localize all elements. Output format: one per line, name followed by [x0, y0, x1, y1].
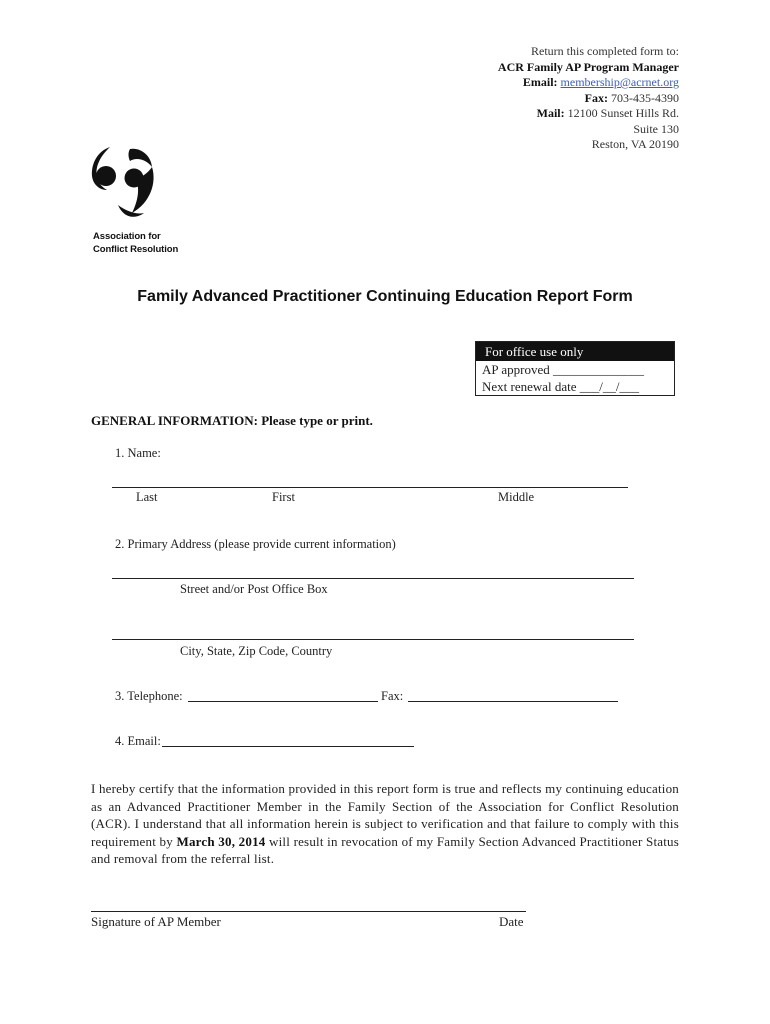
office-renewal-date: Next renewal date ___/__/___ — [482, 379, 640, 394]
return-mail-city: Reston, VA 20190 — [591, 137, 679, 151]
return-mail-street: 12100 Sunset Hills Rd. — [567, 106, 679, 120]
page-title: Family Advanced Practitioner Continuing Education Report Form — [137, 288, 633, 305]
return-email-link[interactable]: membership@acrnet.org — [560, 75, 679, 89]
name-input-line[interactable] — [112, 487, 628, 488]
name-label: 1. Name: — [115, 446, 161, 460]
city-label: City, State, Zip Code, Country — [180, 644, 333, 658]
office-use-header: For office use only — [476, 342, 674, 361]
address-label: 2. Primary Address (please provide current information) — [115, 537, 396, 551]
signature-label: Signature of AP Member — [91, 914, 221, 929]
office-use-box — [475, 341, 675, 396]
fax-input-line[interactable] — [408, 701, 618, 702]
last-name-label: Last — [136, 490, 158, 504]
date-label: Date — [499, 914, 524, 929]
middle-name-label: Middle — [498, 490, 535, 504]
return-mail-label: Mail: — [536, 106, 565, 120]
return-fax-line — [498, 91, 679, 107]
return-email-line — [498, 75, 679, 91]
logo-wordmark — [93, 231, 178, 256]
telephone-input-line[interactable] — [188, 701, 378, 702]
signature-input-line[interactable] — [91, 911, 526, 912]
return-fax-label: Fax: — [584, 90, 608, 105]
return-mail-line — [498, 106, 679, 122]
return-instruction: Return this completed form to: — [531, 44, 679, 58]
certification-text-part1: I hereby certify that the information provided in this report form is true and reflects my continuing education as an Advanced Practitioner Member in the Family Section of the Association for Conflict Resolution (ACR). I understand that all information herein is subject to verification and that failure to comply with this requirement by — [91, 781, 679, 849]
return-fax-value: 703-435-4390 — [611, 90, 679, 105]
program-manager-title: ACR Family AP Program Manager — [497, 59, 679, 74]
city-input-line[interactable] — [112, 639, 634, 640]
certification-statement — [91, 780, 679, 868]
acr-logo-icon — [88, 145, 164, 221]
fax-label: Fax: — [381, 689, 404, 703]
street-input-line[interactable] — [112, 578, 634, 579]
logo-name-line1: Association for — [93, 231, 161, 242]
telephone-label: 3. Telephone: — [115, 689, 183, 703]
general-info-heading: GENERAL INFORMATION: Please type or print. — [91, 413, 373, 428]
first-name-label: First — [272, 490, 295, 504]
return-email-label: Email: — [522, 75, 558, 89]
email-input-line[interactable] — [162, 746, 414, 747]
logo-name-line2: Conflict Resolution — [93, 243, 179, 255]
return-mail-suite: Suite 130 — [633, 121, 679, 136]
certification-text-part2: will result in revocation of my Family Section Advanced Practitioner Status and removal from the referral list. — [91, 833, 680, 866]
certification-deadline: March 30, 2014 — [176, 833, 266, 849]
office-ap-approved: AP approved ______________ — [482, 362, 645, 377]
return-address-block — [498, 44, 679, 153]
street-label: Street and/or Post Office Box — [180, 582, 328, 596]
email-label: 4. Email: — [115, 734, 161, 748]
